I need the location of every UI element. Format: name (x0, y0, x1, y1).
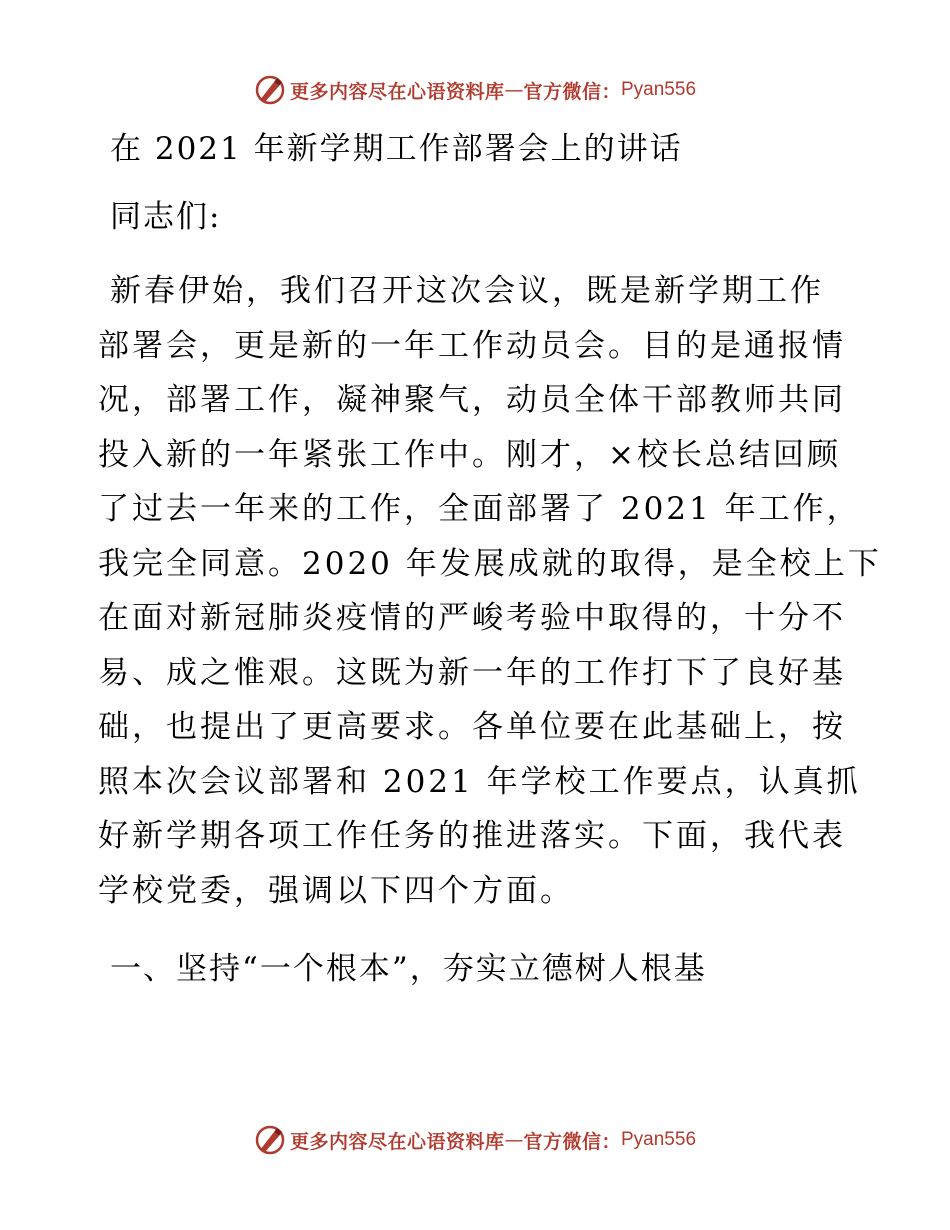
pen-logo-icon (254, 1124, 286, 1156)
section-heading: 一、坚持“一个根本”，夯实立德树人根基 (110, 951, 707, 987)
paragraph-line: 好新学期各项工作任务的推进落实。下面，我代表 (98, 818, 846, 854)
paragraph-line: 部署会，更是新的一年工作动员会。目的是通报情 (98, 327, 846, 364)
watermark-separator: — (504, 79, 524, 101)
watermark-account: Pyan556 (621, 1129, 697, 1150)
paragraph-line: 在面对新冠肺炎疫情的严峻考验中取得的，十分不 (98, 600, 846, 636)
watermark-suffix: 官方微信： (523, 80, 621, 103)
watermark-banner-bottom (0, 1120, 950, 1160)
paragraph-line: 照本次会议部署和 2021 年学校工作要点，认真抓 (98, 763, 861, 800)
pen-logo-icon (254, 74, 286, 106)
paragraph-line: 学校党委，强调以下四个方面。 (98, 872, 574, 909)
watermark-banner-top (0, 70, 950, 110)
paragraph-line: 况，部署工作，凝神聚气，动员全体干部教师共同 (98, 382, 846, 418)
salutation: 同志们: (110, 199, 222, 235)
paragraph-line: 投入新的一年紧张工作中。刚才，×校长总结回顾 (98, 436, 841, 473)
watermark-separator: — (504, 1129, 524, 1151)
document-body (98, 122, 882, 996)
watermark-account: Pyan556 (621, 79, 697, 100)
watermark-text: 更多内容尽在心语资料库 (289, 80, 505, 103)
paragraph-line: 我完全同意。2020 年发展成就的取得，是全校上下 (98, 545, 882, 582)
paragraph-line: 了过去一年来的工作，全面部署了 2021 年工作， (98, 491, 861, 527)
document-title: 在 2021 年新学期工作部署会上的讲话 (110, 131, 683, 167)
paragraph (98, 264, 882, 918)
watermark-text: 更多内容尽在心语资料库 (289, 1130, 505, 1153)
paragraph-line: 易、成之惟艰。这既为新一年的工作打下了良好基 (98, 654, 846, 691)
watermark-suffix: 官方微信： (523, 1130, 621, 1153)
paragraph-line: 础，也提出了更高要求。各单位要在此基础上，按 (98, 709, 846, 745)
paragraph-line: 新春伊始，我们召开这次会议，既是新学期工作 (110, 273, 824, 309)
